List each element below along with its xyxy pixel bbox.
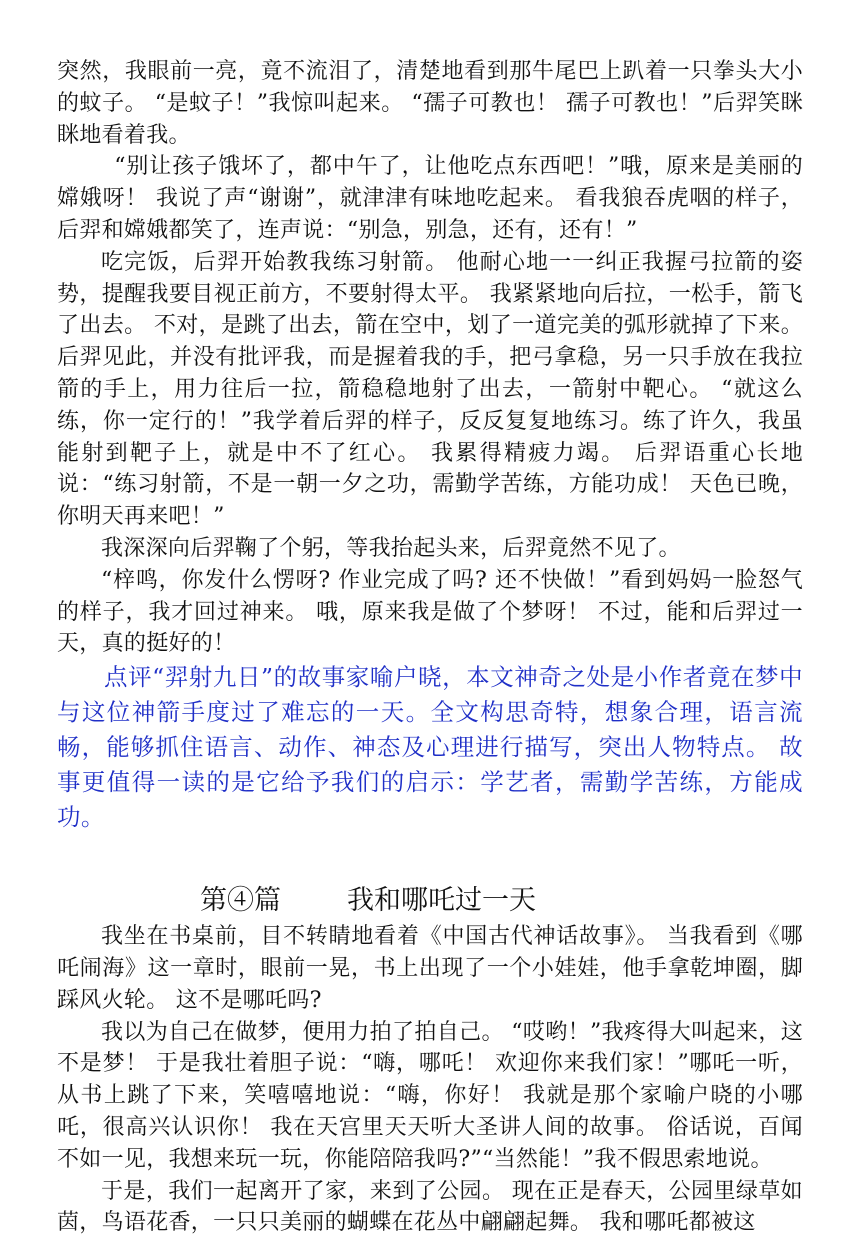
- paragraph: 我坐在书桌前，目不转睛地看着《中国古代神话故事》。 当我看到《哪吒闹海》这一章时，眼前一晃，书上出现了一个小娃娃，他手拿乾坤圈，脚踩风火轮。 这不是哪吒吗?: [57, 924, 803, 1013]
- section-heading: [57, 881, 803, 921]
- review-comment: 点评“羿射九日”的故事家喻户晓，本文神奇之处是小作者竟在梦中与这位神箭手度过了难忘的一天。全文构思奇特，想象合理，语言流畅，能够抓住语言、动作、神态及心理进行描写，突出人物特点。 故事更值得一读的是它给予我们的启示：学艺者，需勤学苦练，方能成功。: [57, 663, 803, 832]
- document-page: [57, 56, 803, 1239]
- section-number: 第④篇: [200, 885, 281, 917]
- section-title: 我和哪吒过一天: [347, 885, 536, 917]
- paragraph: 吃完饭，后羿开始教我练习射箭。 他耐心地一一纠正我握弓拉箭的姿势，提醒我要目视正前方，不要射得太平。 我紧紧地向后拉，一松手，箭飞了出去。 不对，是跳了出去，箭在空中，划了一道完美的弧形就掉了下来。 后羿见此，并没有批评我，而是握着我的手，把弓拿稳，另一只手放在我拉箭的手上，用力往后一拉，箭稳稳地射了出去，一箭射中靶心。 “就这么练，你一定行的！”我学着后羿的样子，反反复复地练习。练了许久，我虽能射到靶子上，就是中不了红心。 我累得精疲力竭。 后羿语重心长地说：“练习射箭，不是一朝一夕之功，需勤学苦练，方能功成！ 天色已晚，你明天再来吧！”: [57, 249, 803, 530]
- paragraph: 我深深向后羿鞠了个躬，等我抬起头来，后羿竟然不见了。: [101, 535, 681, 561]
- paragraph: “别让孩子饿坏了，都中午了，让他吃点东西吧！”哦，原来是美丽的嫦娥呀！ 我说了声“谢谢”，就津津有味地吃起来。 看我狼吞虎咽的样子，后羿和嫦娥都笑了，连声说：“别急，别急，还有，还有！”: [57, 154, 803, 243]
- paragraph: “梓鸣，你发什么愣呀? 作业完成了吗? 还不快做！”看到妈妈一脸怒气的样子，我才回过神来。 哦，原来我是做了个梦呀！ 不过，能和后羿过一天，真的挺好的！: [57, 567, 803, 657]
- paragraph: 突然，我眼前一亮，竟不流泪了，清楚地看到那牛尾巴上趴着一只拳头大小的蚊子。 “是蚊子！”我惊叫起来。 “孺子可教也！ 孺子可教也！”后羿笑眯眯地看着我。: [57, 59, 803, 148]
- paragraph: 我以为自己在做梦，便用力拍了拍自己。 “哎哟！”我疼得大叫起来，这不是梦！ 于是我壮着胆子说：“嗨，哪吒！ 欢迎你来我们家！”哪吒一听，从书上跳了下来，笑嘻嘻地说：“嗨，你好！ 我就是那个家喻户晓的小哪吒，很高兴认识你！ 我在天宫里天天听大圣讲人间的故事。 俗话说，百闻不如一见，我想来玩一玩，你能陪陪我吗?”“当然能！”我不假思索地说。: [57, 1019, 803, 1172]
- paragraph: 于是，我们一起离开了家，来到了公园。 现在正是春天，公园里绿草如茵，鸟语花香，一只只美丽的蝴蝶在花丛中翩翩起舞。 我和哪吒都被这: [57, 1178, 803, 1236]
